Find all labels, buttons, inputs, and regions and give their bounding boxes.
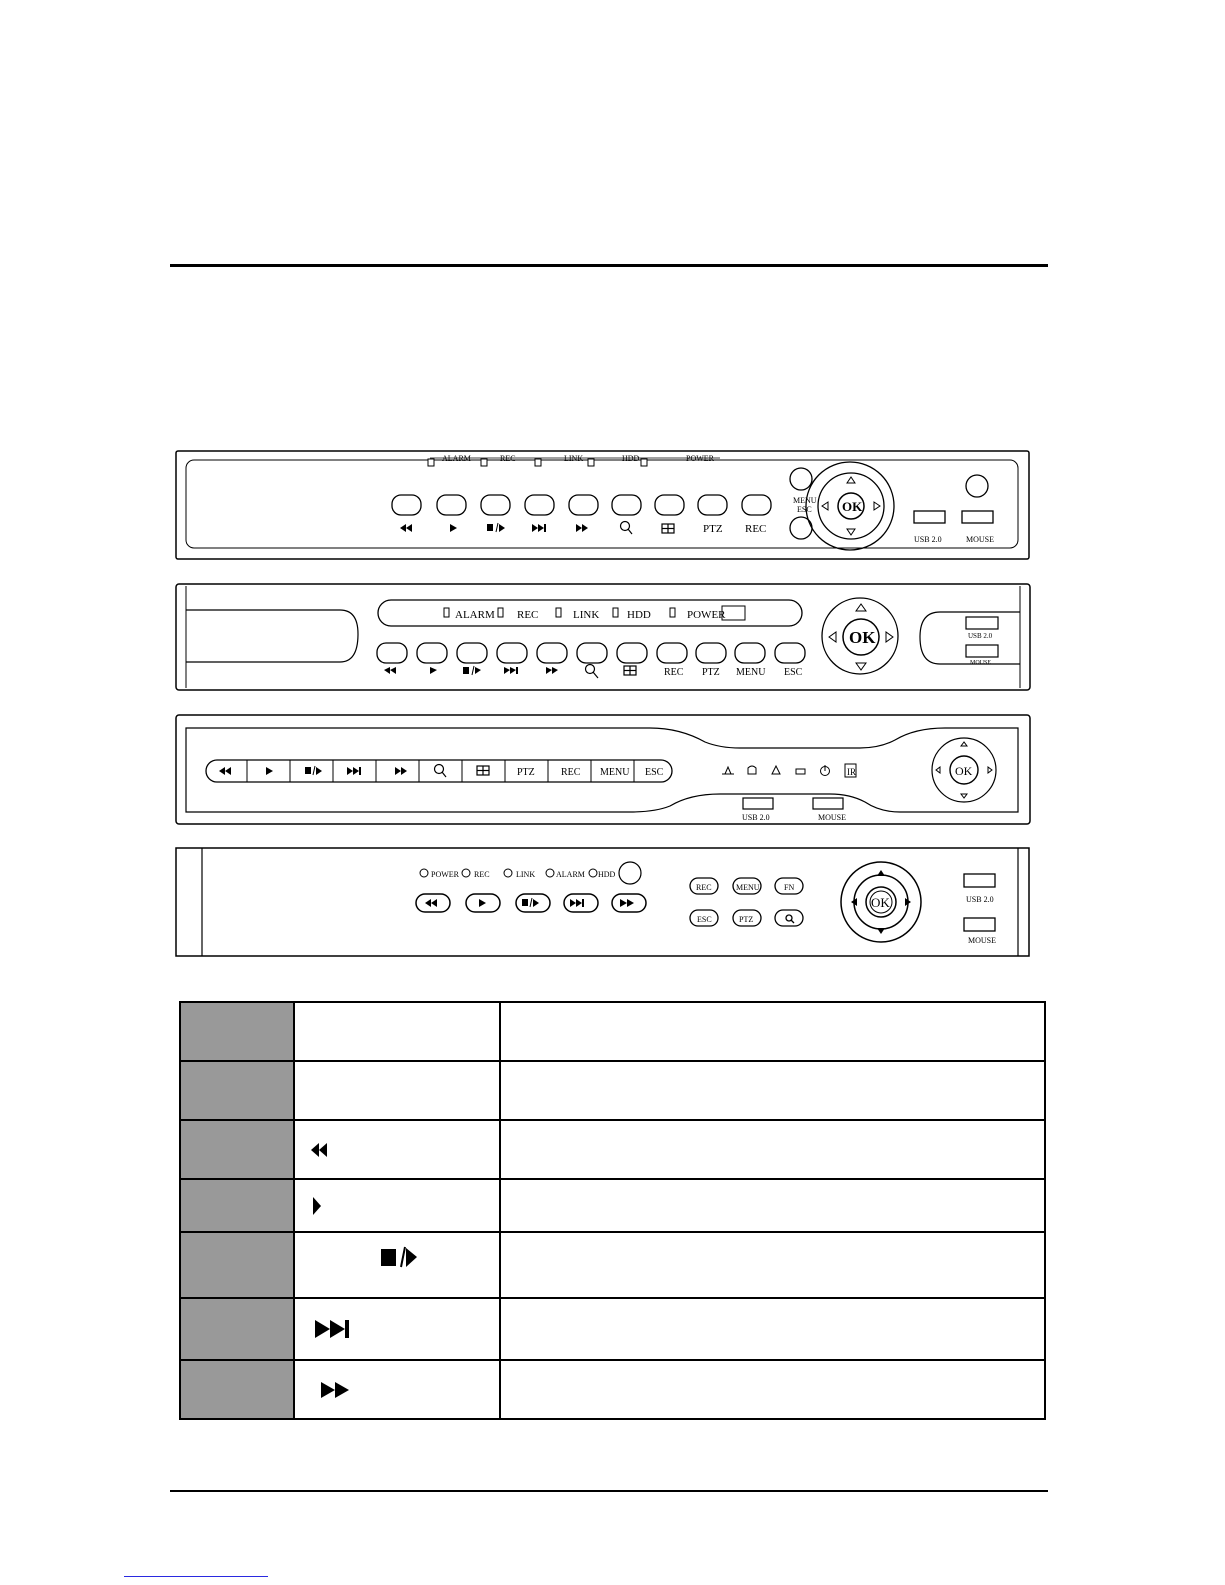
mouse-port-label: MOUSE bbox=[966, 535, 995, 544]
fast-forward-icon bbox=[321, 1377, 381, 1403]
led-label: POWER bbox=[687, 609, 726, 621]
row-number-cell bbox=[180, 1002, 294, 1061]
button-cell bbox=[294, 1298, 500, 1360]
table-row bbox=[180, 1298, 1045, 1360]
table-row bbox=[180, 1002, 1045, 1061]
led-label: ALARM bbox=[556, 870, 585, 879]
led-label: REC bbox=[517, 609, 539, 621]
table-row bbox=[180, 1120, 1045, 1179]
button-cell bbox=[294, 1360, 500, 1419]
table-row bbox=[180, 1360, 1045, 1419]
usb-port-label: USB 2.0 bbox=[914, 535, 942, 544]
key-rec[interactable]: REC bbox=[696, 883, 712, 892]
button-cell bbox=[294, 1179, 500, 1232]
description-cell bbox=[500, 1061, 1045, 1120]
description-cell bbox=[500, 1360, 1045, 1419]
button-cell bbox=[294, 1002, 500, 1061]
play-icon bbox=[313, 1194, 343, 1218]
key-esc[interactable]: ESC bbox=[697, 915, 712, 924]
usb-port-label: USB 2.0 bbox=[742, 813, 770, 822]
footer-rule bbox=[170, 1490, 1048, 1492]
button-label-esc: ESC bbox=[784, 667, 803, 678]
button-label-ptz: PTZ bbox=[703, 523, 723, 535]
ok-button[interactable]: OK bbox=[842, 499, 863, 514]
led-label: REC bbox=[474, 870, 490, 879]
button-cell bbox=[294, 1120, 500, 1179]
button-function-table bbox=[179, 1001, 1046, 1420]
mouse-port-label: MOUSE bbox=[818, 813, 847, 822]
row-number-cell bbox=[180, 1120, 294, 1179]
ir-label: IR bbox=[847, 767, 856, 777]
button-cell bbox=[294, 1061, 500, 1120]
button-label-menu: MENU bbox=[736, 667, 766, 678]
next-icon bbox=[315, 1316, 375, 1342]
dvr-front-panel-c bbox=[0, 714, 1225, 826]
key-fn[interactable]: FN bbox=[784, 883, 795, 892]
description-cell bbox=[500, 1232, 1045, 1298]
rewind-icon bbox=[311, 1138, 351, 1162]
button-cell bbox=[294, 1232, 500, 1298]
key-ptz[interactable]: PTZ bbox=[739, 915, 754, 924]
mouse-port-label: MOUSE bbox=[970, 660, 992, 666]
led-label: ALARM bbox=[442, 454, 471, 463]
button-label-esc: ESC bbox=[645, 767, 664, 778]
header-rule bbox=[170, 264, 1048, 267]
footer-link-underline bbox=[124, 1576, 268, 1577]
table-row bbox=[180, 1179, 1045, 1232]
led-label: LINK bbox=[564, 454, 584, 463]
led-label: HDD bbox=[627, 609, 651, 621]
description-cell bbox=[500, 1298, 1045, 1360]
description-cell bbox=[500, 1002, 1045, 1061]
row-number-cell bbox=[180, 1061, 294, 1120]
row-number-cell bbox=[180, 1179, 294, 1232]
led-label: REC bbox=[500, 454, 516, 463]
dvr-front-panel-a bbox=[0, 450, 1225, 562]
ok-button[interactable]: OK bbox=[849, 628, 876, 647]
led-label: HDD bbox=[622, 454, 640, 463]
button-label-rec: REC bbox=[745, 523, 767, 535]
description-cell bbox=[500, 1120, 1045, 1179]
row-number-cell bbox=[180, 1360, 294, 1419]
usb-port-label: USB 2.0 bbox=[968, 632, 993, 640]
led-label: POWER bbox=[686, 454, 714, 463]
button-label-rec: REC bbox=[561, 767, 581, 778]
led-label: HDD bbox=[598, 870, 616, 879]
key-menu[interactable]: MENU bbox=[736, 883, 760, 892]
ok-button[interactable]: OK bbox=[871, 895, 890, 910]
dvr-front-panel-b bbox=[0, 582, 1225, 694]
button-label-ptz: PTZ bbox=[517, 767, 535, 778]
mouse-port-label: MOUSE bbox=[968, 936, 997, 945]
table-row bbox=[180, 1061, 1045, 1120]
table-row bbox=[180, 1232, 1045, 1298]
row-number-cell bbox=[180, 1298, 294, 1360]
button-label-rec: REC bbox=[664, 667, 684, 678]
led-label: ALARM bbox=[455, 609, 495, 621]
menu-label: MENU bbox=[793, 496, 817, 505]
description-cell bbox=[500, 1179, 1045, 1232]
esc-label: ESC bbox=[797, 505, 812, 514]
button-label-menu: MENU bbox=[600, 767, 630, 778]
led-label: LINK bbox=[516, 870, 536, 879]
led-label: POWER bbox=[431, 870, 459, 879]
pause-play-icon bbox=[381, 1245, 431, 1273]
usb-port-label: USB 2.0 bbox=[966, 895, 994, 904]
ok-button[interactable]: OK bbox=[955, 764, 973, 778]
led-label: LINK bbox=[573, 609, 600, 621]
row-number-cell bbox=[180, 1232, 294, 1298]
dvr-front-panel-d bbox=[0, 846, 1225, 958]
button-label-ptz: PTZ bbox=[702, 667, 720, 678]
